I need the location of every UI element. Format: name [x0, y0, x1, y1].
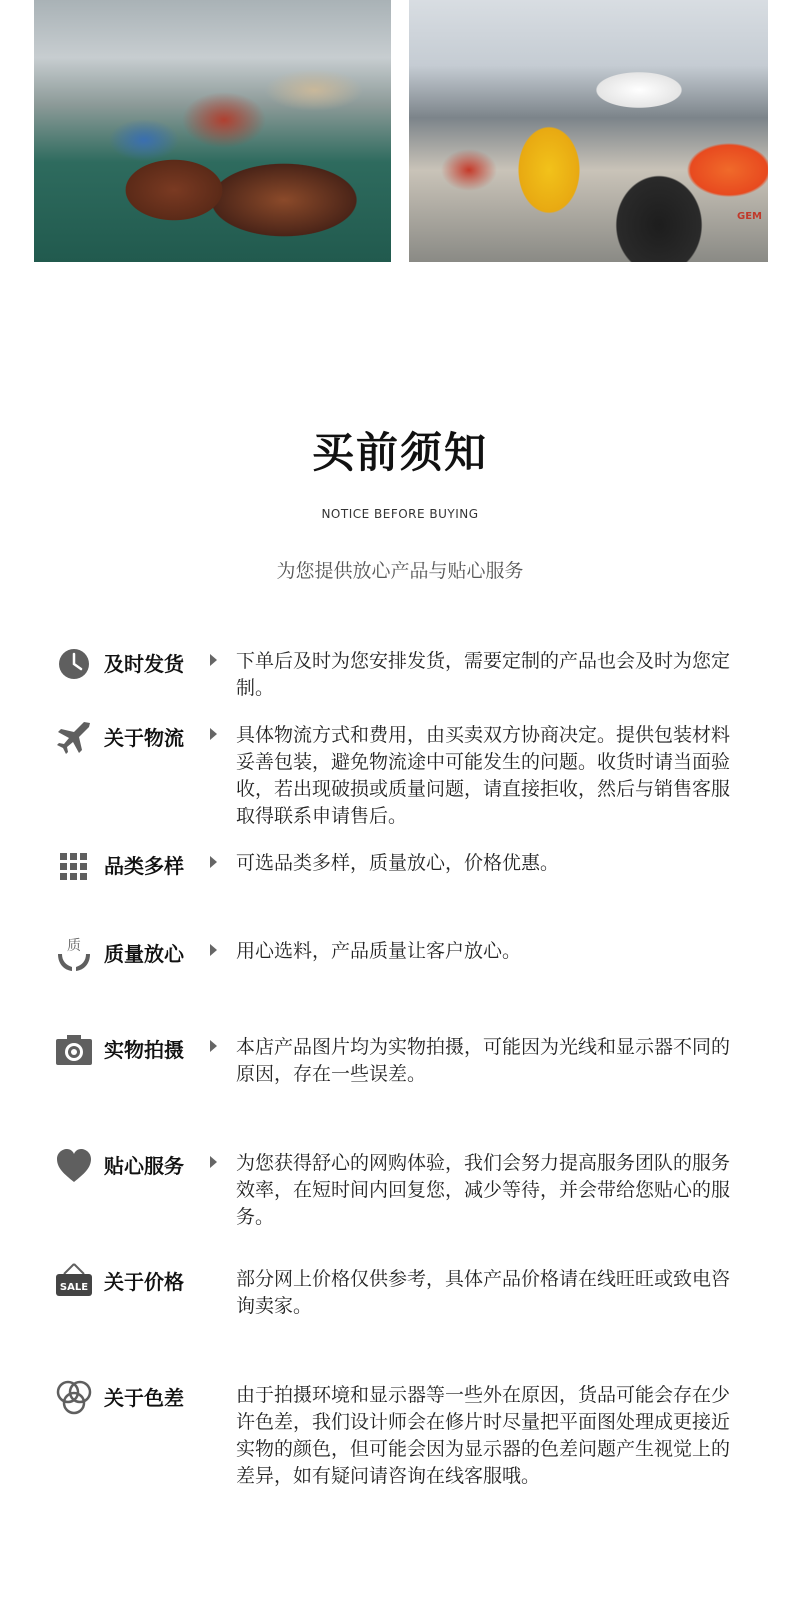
notice-text: 由于拍摄环境和显示器等一些外在原因，货品可能会存在少许色差，我们设计师会在修片时尽量把平面图处理成更接近实物的颜色，但可能会因为显示器的色差问题产生视觉上的差异，如有疑问请咨询在线客服哦。 [236, 1384, 731, 1487]
grid-icon [54, 846, 94, 886]
chevron-right-icon [210, 1040, 217, 1052]
notice-label: 品类多样 [104, 854, 184, 878]
notice-text: 下单后及时为您安排发货，需要定制的产品也会及时为您定制。 [236, 650, 731, 699]
sale-icon-text: SALE [59, 1282, 89, 1293]
chevron-right-icon [210, 856, 217, 868]
notice-label: 关于物流 [104, 726, 184, 750]
notice-label: 关于色差 [104, 1386, 184, 1410]
notice-text: 为您获得舒心的网购体验，我们会努力提高服务团队的服务效率，在短时间内回复您，减少等待，并会带给您贴心的服务。 [236, 1152, 731, 1228]
machine-brand-text: GEM [737, 211, 762, 222]
notice-text: 用心选料，产品质量让客户放心。 [236, 940, 522, 962]
sale-tag-icon [54, 1262, 94, 1302]
chevron-right-icon [210, 944, 217, 956]
notice-text: 部分网上价格仅供参考，具体产品价格请在线旺旺或致电咨询卖家。 [236, 1268, 731, 1317]
color-circles-icon [54, 1378, 94, 1418]
page-tagline: 为您提供放心产品与贴心服务 [276, 560, 524, 582]
notice-label: 实物拍摄 [104, 1038, 184, 1062]
notice-text: 本店产品图片均为实物拍摄，可能因为光线和显示器不同的原因，存在一些误差。 [236, 1036, 731, 1085]
heart-icon [54, 1146, 94, 1186]
notice-label: 质量放心 [104, 942, 184, 966]
chevron-right-icon [210, 654, 217, 666]
quality-icon-text: 质 [67, 938, 81, 954]
quality-hands-icon [54, 934, 94, 974]
airplane-icon [54, 718, 94, 758]
notice-label: 及时发货 [104, 652, 184, 676]
notice-text: 可选品类多样，质量放心，价格优惠。 [236, 852, 560, 874]
page-subtitle-en: NOTICE BEFORE BUYING [321, 507, 479, 521]
notice-label: 关于价格 [104, 1270, 184, 1294]
chevron-right-icon [210, 1156, 217, 1168]
factory-sewing-photo [409, 0, 768, 262]
page-title: 买前须知 [311, 428, 488, 477]
chevron-right-icon [210, 728, 217, 740]
factory-sorting-photo [34, 0, 391, 262]
camera-icon [52, 1030, 96, 1070]
clock-icon [54, 644, 94, 684]
notice-text: 具体物流方式和费用，由买卖双方协商决定。提供包装材料妥善包装，避免物流途中可能发生的问题。收货时请当面验收，若出现破损或质量问题，请直接拒收，然后与销售客服取得联系申请售后。 [236, 724, 731, 827]
notice-label: 贴心服务 [104, 1154, 184, 1178]
